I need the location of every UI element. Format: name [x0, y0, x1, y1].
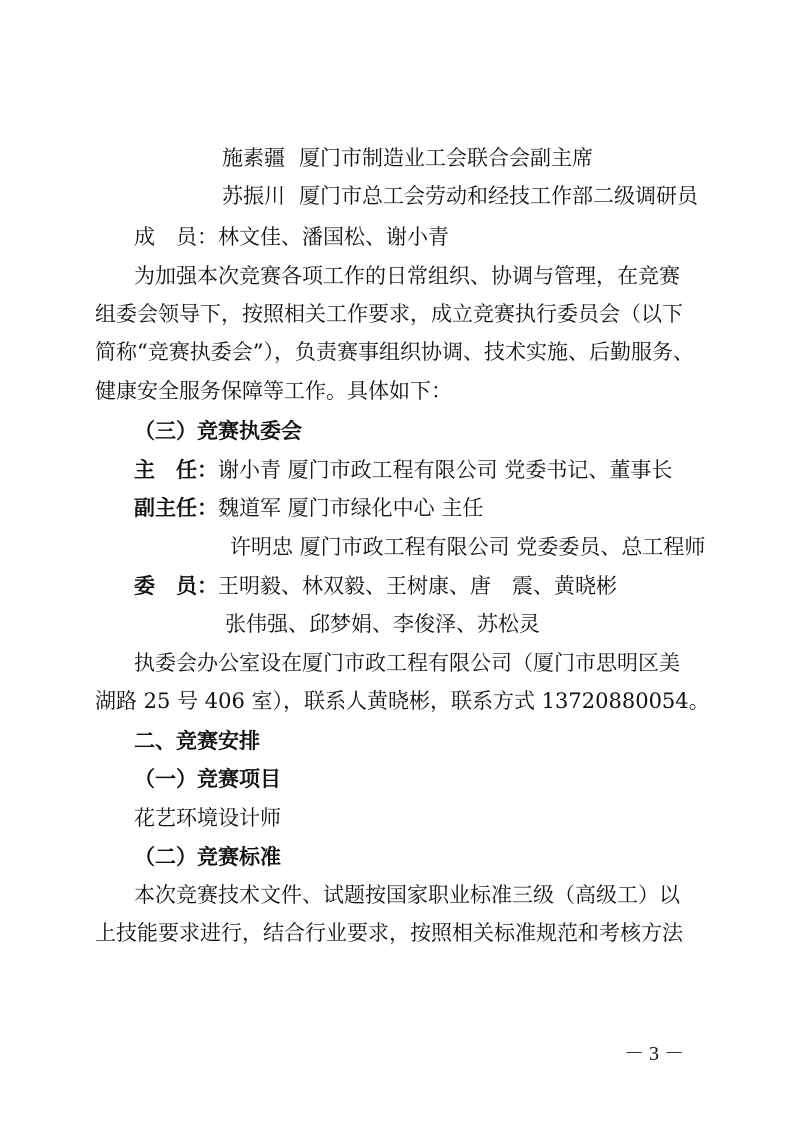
- member-title: 厦门市总工会劳动和经技工作部二级调研员: [299, 184, 698, 208]
- paragraph-line: 执委会办公室设在厦门市政工程有限公司（厦门市思明区美: [134, 651, 680, 675]
- paragraph-line: 健康安全服务保障等工作。具体如下：: [95, 379, 452, 403]
- subsection-heading: （二）竞赛标准: [134, 844, 281, 869]
- paragraph-line: 为加强本次竞赛各项工作的日常组织、协调与管理，在竞赛: [134, 264, 680, 288]
- section-heading: 二、竞赛安排: [134, 728, 260, 753]
- director-line: [134, 455, 672, 485]
- paragraph-line: 本次竞赛技术文件、试题按国家职业标准三级（高级工）以: [134, 883, 680, 907]
- subsection-heading: （一）竞赛项目: [134, 766, 281, 791]
- member-name: 施素疆: [222, 146, 285, 170]
- member-title: 厦门市制造业工会联合会副主席: [299, 146, 593, 170]
- members-line-2: 张伟强、邱梦娟、李俊泽、苏松灵: [225, 612, 540, 636]
- page-number: － 3 －: [624, 1043, 684, 1065]
- members-value: 王明毅、林双毅、王树康、唐 震、黄晓彬: [218, 574, 617, 598]
- director-value: 谢小青 厦门市政工程有限公司 党委书记、董事长: [218, 458, 673, 482]
- deputy-line-2: 许明忠 厦门市政工程有限公司 党委委员、总工程师: [230, 535, 706, 559]
- members-line: [134, 571, 617, 601]
- members-line: [134, 222, 449, 252]
- deputy-line: [134, 493, 483, 523]
- committee-member-line: [222, 143, 593, 173]
- project-name: 花艺环境设计师: [134, 806, 281, 830]
- committee-member-line: [222, 181, 698, 211]
- deputy-label: 副主任：: [134, 495, 218, 520]
- members-label: 委 员：: [134, 573, 218, 598]
- paragraph-line: 组委会领导下，按照相关工作要求，成立竞赛执行委员会（以下: [95, 302, 683, 326]
- members-label: 成 员：: [134, 225, 218, 249]
- section-heading: （三）竞赛执委会: [134, 418, 302, 443]
- deputy-value: 魏道军 厦门市绿化中心 主任: [218, 496, 484, 520]
- member-name: 苏振川: [222, 184, 285, 208]
- paragraph-line: 湖路 25 号 406 室），联系人黄晓彬，联系方式 13720880054。: [95, 689, 710, 713]
- director-label: 主 任：: [134, 457, 218, 482]
- paragraph-line: 简称“竞赛执委会”），负责赛事组织协调、技术实施、后勤服务、: [95, 340, 694, 364]
- paragraph-line: 上技能要求进行，结合行业要求，按照相关标准规范和考核方法: [95, 921, 683, 945]
- members-value: 林文佳、潘国松、谢小青: [218, 225, 449, 249]
